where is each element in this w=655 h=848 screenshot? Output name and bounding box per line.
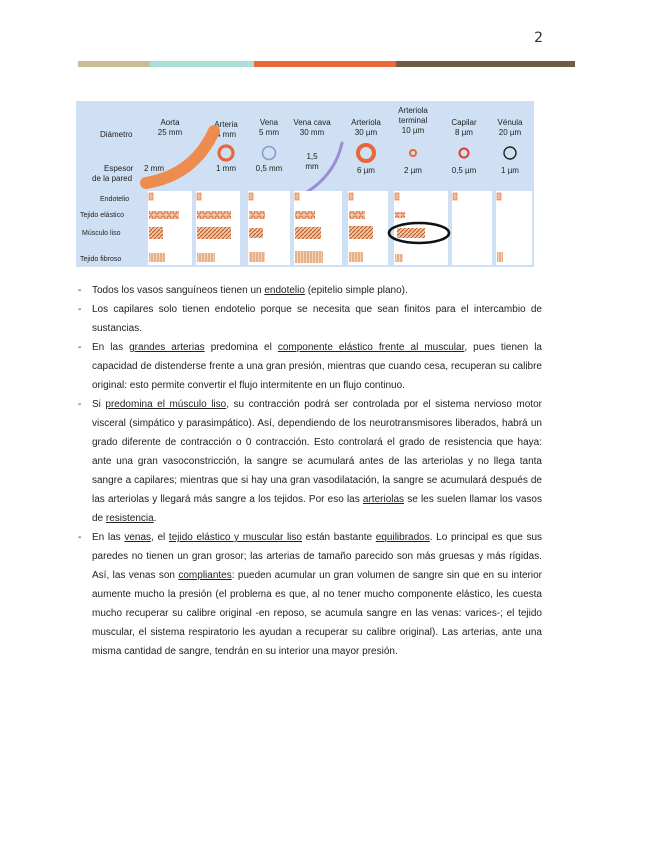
header-bar-segment-4 [396, 61, 575, 67]
row-label-espesor: Espesor [104, 164, 134, 173]
term-venas: venas [124, 532, 152, 543]
vessel-name-arteriola: Arteriola [351, 118, 381, 127]
wall-vena-cava-1: 1,5 [306, 152, 318, 161]
bullet-list [78, 281, 542, 661]
row-label-endotelio: Endotelio [100, 196, 130, 203]
term-tejido-elastico-muscular: tejido elástico y muscular liso [168, 532, 302, 543]
header-bar-segment-2 [150, 61, 254, 67]
term-musculo-liso: predomina el músculo liso [105, 399, 227, 410]
bullet-item: - Todos los vasos sanguíneos tienen un endotelio (epitelio simple plano). [78, 281, 542, 300]
vessel-name-venula: Vénula [497, 118, 523, 127]
capilar-cross-section [460, 149, 469, 158]
bullet-item: - En las venas, el tejido elástico y muscular liso están bastante equilibrados. Lo principal es que sus paredes no tienen un gran grosor; las arterias de tamaño parecido son más gruesas y más rígidas. Así, las venas son compliantes: pueden acumular un gran volumen de sangre sin que en su interior aumente mucho la presión (el problema es que, al no tener mucho componente elástico, les cuesta mucho recuperar su calibre original -en reposo, se acumula sangre en las venas: varices-; el tejido muscular, el sistema respiratorio les ayudan a recuperar su calibre original). Las arterias, ante una misma cantidad de sangre, tendrán en su interior una mayor presión. [78, 528, 542, 661]
header-bar-segment-1 [78, 61, 150, 67]
header-color-bar [78, 61, 575, 67]
aorta-wall-arc [146, 131, 214, 183]
wall-arteria: 1 mm [216, 164, 236, 173]
bullet-item: - Los capilares solo tienen endotelio porque se necesita que sean finitos para el intercambio de sustancias. [78, 300, 542, 338]
bullet-item: - Si predomina el músculo liso, su contracción podrá ser controlada por el sistema nervioso motor visceral (simpático y parasimpático). Así, dependiendo de los neurotransmisores liberados, habrá un grado diferente de contracción o 0 contracción. Esto controlará el grado de resistencia que haya: ante una gran vasoconstricción, la sangre se acumulará antes de las arteriolas y no llega tanta sangre a capilares; mientras que si hay una gran vasodilatación, la sangre se acumulará después de las arteriolas y llegará más sangre a los tejidos. Por eso las arteriolas se les suelen llamar los vasos de resistencia. [78, 395, 542, 528]
vessel-diameter-arteria: 4 mm [216, 130, 236, 139]
vessel-diameter-vena-cava: 30 mm [299, 128, 325, 137]
wall-arteriola-terminal: 2 µm [404, 166, 422, 175]
arteriola-terminal-cross-section [410, 150, 416, 156]
vessel-diameter-aorta: 25 mm [157, 128, 183, 137]
term-resistencia: resistencia [105, 513, 154, 524]
term-equilibrados: equilibrados [375, 532, 430, 543]
wall-vena-cava-2: mm [305, 162, 319, 171]
header-bar-segment-3 [254, 61, 396, 67]
vessel-diameter-vena: 5 mm [259, 128, 279, 137]
tissue-column-capilar [452, 191, 492, 265]
vessel-diameter-capilar: 8 µm [455, 128, 473, 137]
vessel-name-aorta: Aorta [160, 118, 180, 127]
page-number: 2 [534, 30, 543, 46]
row-label-de-la-pared: de la pared [92, 174, 133, 183]
vessel-diameter-arteriola-terminal: 10 µm [401, 126, 425, 135]
row-label-tejido-fibroso: Tejido fibroso [80, 256, 122, 263]
wall-aorta: 2 mm [144, 164, 164, 173]
vessel-name-arteria: Arteria [214, 120, 238, 129]
term-endotelio: endotelio [264, 285, 305, 296]
row-label-musculo-liso: Músculo liso [82, 230, 121, 237]
vessel-name-arteriola-terminal-1: Arteriola [398, 106, 428, 115]
term-grandes-arterias: grandes arterias [129, 342, 205, 353]
vessel-figure-svg [76, 101, 534, 267]
row-label-tejido-elastico: Tejido elástico [80, 212, 124, 219]
term-componente-elastico: componente elástico frente al muscular [277, 342, 465, 353]
wall-vena: 0,5 mm [255, 164, 283, 173]
vessel-diameter-venula: 20 µm [498, 128, 522, 137]
arteria-cross-section [219, 146, 233, 160]
vessel-comparison-figure [76, 101, 534, 267]
vena-cross-section [263, 147, 276, 160]
row-label-diametro: Diámetro [100, 130, 133, 139]
wall-arteriola: 6 µm [357, 166, 375, 175]
wall-venula: 1 µm [501, 166, 519, 175]
venula-cross-section [504, 147, 516, 159]
wall-capilar: 0,5 µm [451, 166, 477, 175]
vessel-name-arteriola-terminal-2: terminal [398, 116, 428, 125]
term-arteriolas: arteriolas [362, 494, 405, 505]
vessel-name-capilar: Capilar [451, 118, 477, 127]
term-compliantes: compliantes [178, 570, 232, 581]
vessel-diameter-arteriola: 30 µm [354, 128, 378, 137]
arteriola-cross-section [358, 145, 374, 161]
vessel-name-vena: Vena [259, 118, 279, 127]
vessel-name-vena-cava: Vena cava [293, 118, 331, 127]
bullet-item: - En las grandes arterias predomina el componente elástico frente al muscular, pues tienen la capacidad de distenderse frente a una gran presión, mientras que cuando cesa, recuperan su calibre original: esto permite convertir el flujo intermitente en un flujo continuo. [78, 338, 542, 395]
